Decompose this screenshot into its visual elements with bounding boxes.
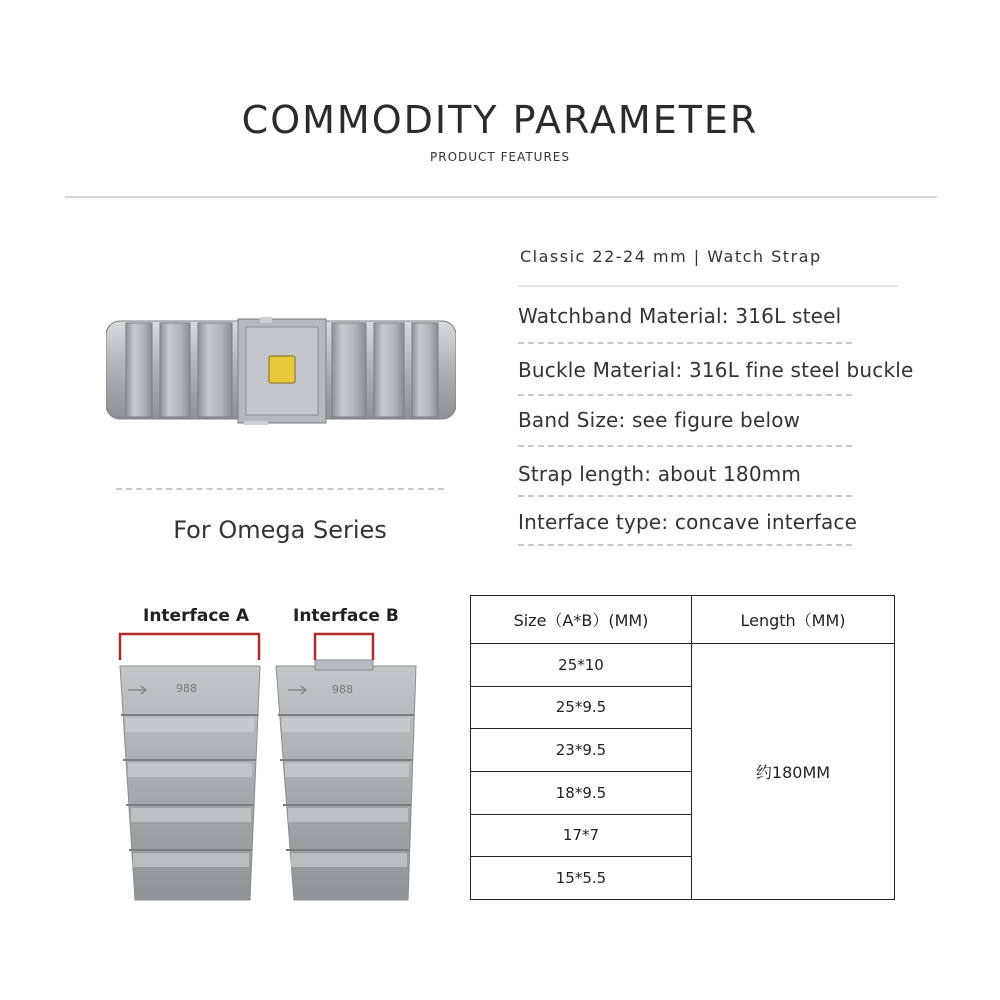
page-subtitle: PRODUCT FEATURES <box>430 150 570 164</box>
table-header-row <box>471 596 895 644</box>
interface-a-bracket <box>120 634 259 660</box>
watch-band-image <box>106 315 456 425</box>
interface-b-label: Interface B <box>293 606 399 626</box>
size-cell: 15*5.5 <box>471 857 692 900</box>
header-length: Length（MM) <box>692 596 895 644</box>
image-divider <box>116 488 444 490</box>
page-title: COMMODITY PARAMETER <box>241 98 759 142</box>
classic-line: Classic 22-24 mm | Watch Strap <box>520 247 822 266</box>
interface-b-strap <box>276 634 416 900</box>
spec-divider <box>518 394 852 396</box>
interface-a-strap <box>120 634 260 900</box>
size-cell: 23*9.5 <box>471 729 692 772</box>
spec-divider <box>518 544 852 546</box>
spec-divider <box>518 445 852 447</box>
size-cell: 25*10 <box>471 644 692 687</box>
length-cell: 约180MM <box>692 644 895 900</box>
header-divider <box>65 196 937 198</box>
spec-buckle-material: Buckle Material: 316L fine steel buckle <box>518 358 914 382</box>
classic-divider <box>518 285 898 287</box>
interface-a-label: Interface A <box>143 606 250 626</box>
spec-interface-type: Interface type: concave interface <box>518 510 858 534</box>
spec-divider <box>518 342 852 344</box>
interface-b-bracket <box>315 634 373 660</box>
header-size: Size（A*B）(MM) <box>471 596 692 644</box>
spec-watchband-material: Watchband Material: 316L steel <box>518 304 842 328</box>
size-cell: 18*9.5 <box>471 771 692 814</box>
size-table <box>470 595 895 900</box>
spec-divider <box>518 495 852 497</box>
table-row <box>471 644 895 687</box>
interface-a-engraving: 988 <box>176 682 197 695</box>
series-caption: For Omega Series <box>173 516 387 544</box>
interface-b-engraving: 988 <box>332 683 353 696</box>
spec-band-size: Band Size: see figure below <box>518 408 801 432</box>
spec-strap-length: Strap length: about 180mm <box>518 462 802 486</box>
size-cell: 17*7 <box>471 814 692 857</box>
size-cell: 25*9.5 <box>471 686 692 729</box>
interface-comparison-image <box>110 630 426 905</box>
